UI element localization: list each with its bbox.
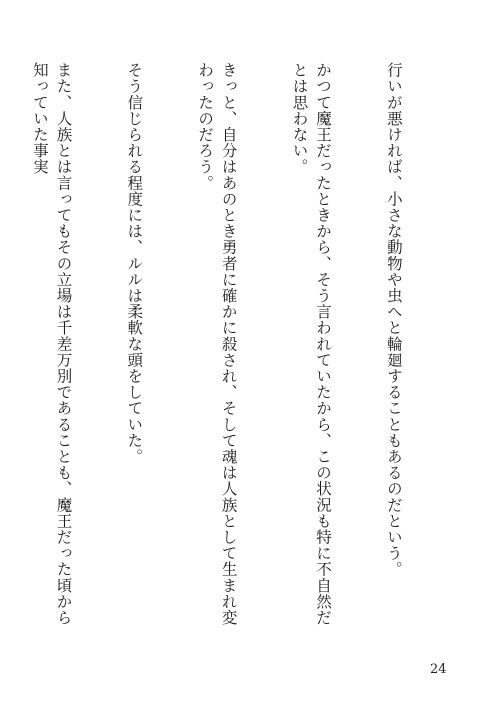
text-line: また、人族とは言ってもその立場は千差万別であることも、魔王だった頃から知っていた事実 bbox=[30, 62, 73, 626]
text-line: かつて魔王だったときから、そう言われていたから、この状況も特に不自然だとは思わない。 bbox=[290, 62, 333, 626]
text-line: きっと、自分はあのとき勇者に確かに殺され、そして魂は人族として生まれ変わったのだろう。 bbox=[196, 62, 238, 626]
vertical-body-text bbox=[0, 62, 452, 634]
text-line: そう信じられる程度には、ルルは柔軟な頭をしていた。 bbox=[125, 62, 144, 465]
page-number: 24 bbox=[430, 662, 447, 677]
text-line: 行いが悪ければ、小さな動物や虫へと輪廻することもあるのだという。 bbox=[384, 62, 403, 578]
